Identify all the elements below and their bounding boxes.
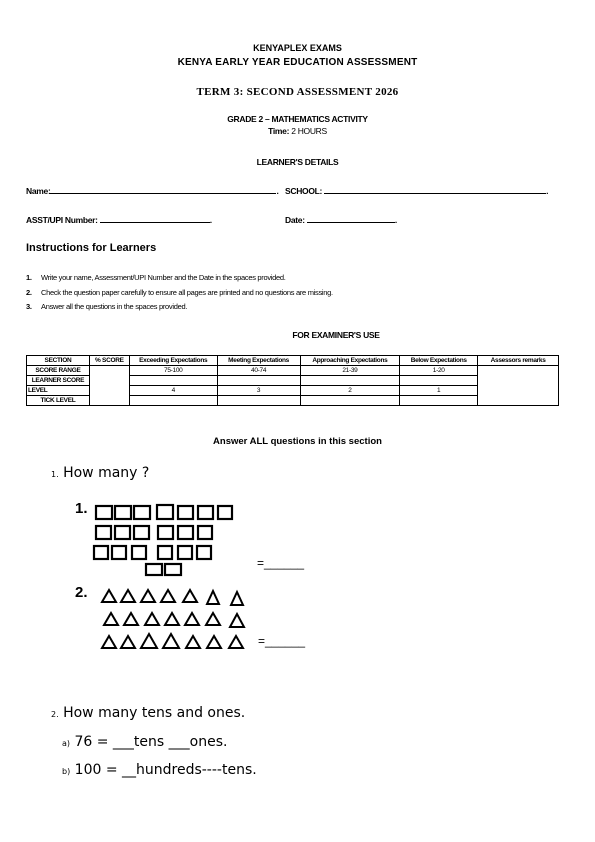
table-header: SECTION [27,356,90,366]
answer-blank[interactable]: =______ [258,634,306,648]
instruction-item [26,273,286,282]
square-shape [94,546,108,559]
squares-figure [90,500,240,580]
term-title: TERM 3: SECOND ASSESSMENT 2026 [196,86,399,98]
square-shape [96,506,112,519]
square-shape [198,506,213,519]
question-1 [51,465,149,481]
table-cell[interactable] [217,376,300,386]
table-header: Assessors remarks [478,356,559,366]
table-cell: 1-20 [400,366,478,376]
name-field[interactable]: Name: . [26,186,279,196]
triangle-shape [121,636,135,648]
triangle-shape [141,590,155,602]
table-cell[interactable] [129,376,217,386]
examiner-use-title: FOR EXAMINER'S USE [292,330,380,340]
question-text: How many tens and ones. [63,705,246,721]
sub-question-number: 1. [75,500,88,517]
date-label: Date: [285,215,305,225]
sub-question-text[interactable]: 100 = __hundreds----tens. [74,762,257,778]
subject-title: GRADE 2 – MATHEMATICS ACTIVITY [227,114,368,124]
triangle-shape [102,636,116,648]
triangle-shape [186,636,200,648]
square-shape [132,546,146,559]
table-cell[interactable] [129,396,217,406]
table-cell[interactable] [300,376,400,386]
square-shape [115,526,130,539]
triangle-shape [185,613,199,625]
table-cell[interactable] [400,396,478,406]
assessment-title: KENYA EARLY YEAR EDUCATION ASSESSMENT [177,57,418,68]
school-label: SCHOOL: [285,186,323,196]
square-shape [134,506,150,519]
table-cell: 40-74 [217,366,300,376]
examiner-table [26,355,559,406]
sub-question-label: a) [62,739,71,748]
square-shape [178,506,193,519]
instruction-number: 1. [26,273,32,282]
remarks-cell[interactable] [478,366,559,406]
triangle-shape [183,590,197,602]
time-value: 2 HOURS [291,126,327,136]
instruction-text: Write your name, Assessment/UPI Number and the Date in the spaces provided. [41,273,286,282]
square-shape [146,564,162,575]
square-shape [158,526,173,539]
sub-question-number: 2. [75,584,88,601]
question-number: 2. [51,710,59,719]
triangles-figure [100,585,260,653]
square-shape [157,505,173,519]
triangle-shape [207,591,219,604]
triangle-shape [229,636,243,648]
table-header: Approaching Expectations [300,356,400,366]
date-line[interactable] [307,222,395,223]
triangle-shape [102,590,116,602]
table-cell: 3 [217,386,300,396]
triangle-shape [163,634,179,648]
table-header: % SCORE [89,356,129,366]
instruction-number: 3. [26,302,32,311]
learner-details-title: LEARNER'S DETAILS [256,157,339,167]
table-cell[interactable] [300,396,400,406]
table-cell: 4 [129,386,217,396]
square-shape [134,526,149,539]
table-header: Below Expectations [400,356,478,366]
table-cell[interactable] [217,396,300,406]
answer-blank[interactable]: =______ [257,556,305,570]
row-label: LEARNER SCORE [27,376,90,386]
instruction-text: Answer all the questions in the spaces provided. [41,302,188,311]
upi-label: ASST/UPI Number: [26,215,98,225]
instruction-item [26,288,333,297]
instruction-number: 2. [26,288,32,297]
square-shape [96,526,111,539]
upi-line[interactable] [100,222,210,223]
table-row [27,366,559,376]
triangle-shape [231,592,243,605]
table-cell: 2 [300,386,400,396]
triangle-shape [161,590,175,602]
question-2b [62,762,257,778]
row-label: LEVEL [27,386,90,396]
triangle-shape [124,613,138,625]
question-2 [51,705,245,721]
table-cell: 1 [400,386,478,396]
sub-question-text[interactable]: 76 = ___tens ___ones. [74,734,228,750]
square-shape [165,564,181,575]
date-field[interactable]: Date: . [285,215,397,225]
triangle-shape [141,634,157,648]
table-header: Exceeding Expectations [129,356,217,366]
percent-score-cell[interactable] [89,366,129,406]
upi-field[interactable]: ASST/UPI Number: . [26,215,212,225]
sub-question-label: b) [62,767,71,776]
table-header-row [27,356,559,366]
question-2a [62,734,227,750]
square-shape [198,526,212,539]
time-line [0,126,595,136]
school-line[interactable] [324,193,546,194]
instruction-item [26,302,187,311]
square-shape [178,546,192,559]
school-field[interactable]: SCHOOL: . [285,186,549,196]
instruction-text: Check the question paper carefully to ensure all pages are printed and no questions are missing. [41,288,333,297]
table-cell: 21-39 [300,366,400,376]
triangle-shape [207,636,221,648]
name-label: Name: [26,186,51,196]
triangle-shape [104,613,118,625]
section-title: Answer ALL questions in this section [213,436,382,447]
exam-org-title: KENYAPLEX EXAMS [253,43,342,53]
triangle-shape [165,613,179,625]
name-line[interactable] [50,193,276,194]
table-cell[interactable] [400,376,478,386]
square-shape [112,546,126,559]
row-label: TICK LEVEL [27,396,90,406]
table-cell: 75-100 [129,366,217,376]
triangle-shape [145,613,159,625]
triangle-shape [121,590,135,602]
square-shape [178,526,193,539]
time-label: Time: [268,126,290,136]
question-text: How many ? [63,465,150,481]
table-header: Meeting Expectations [217,356,300,366]
question-number: 1. [51,470,59,479]
square-shape [197,546,211,559]
triangle-shape [230,614,244,627]
square-shape [218,506,232,519]
row-label: SCORE RANGE [27,366,90,376]
triangle-shape [206,613,220,625]
square-shape [115,506,131,519]
square-shape [158,546,172,559]
instructions-title: Instructions for Learners [26,242,157,254]
